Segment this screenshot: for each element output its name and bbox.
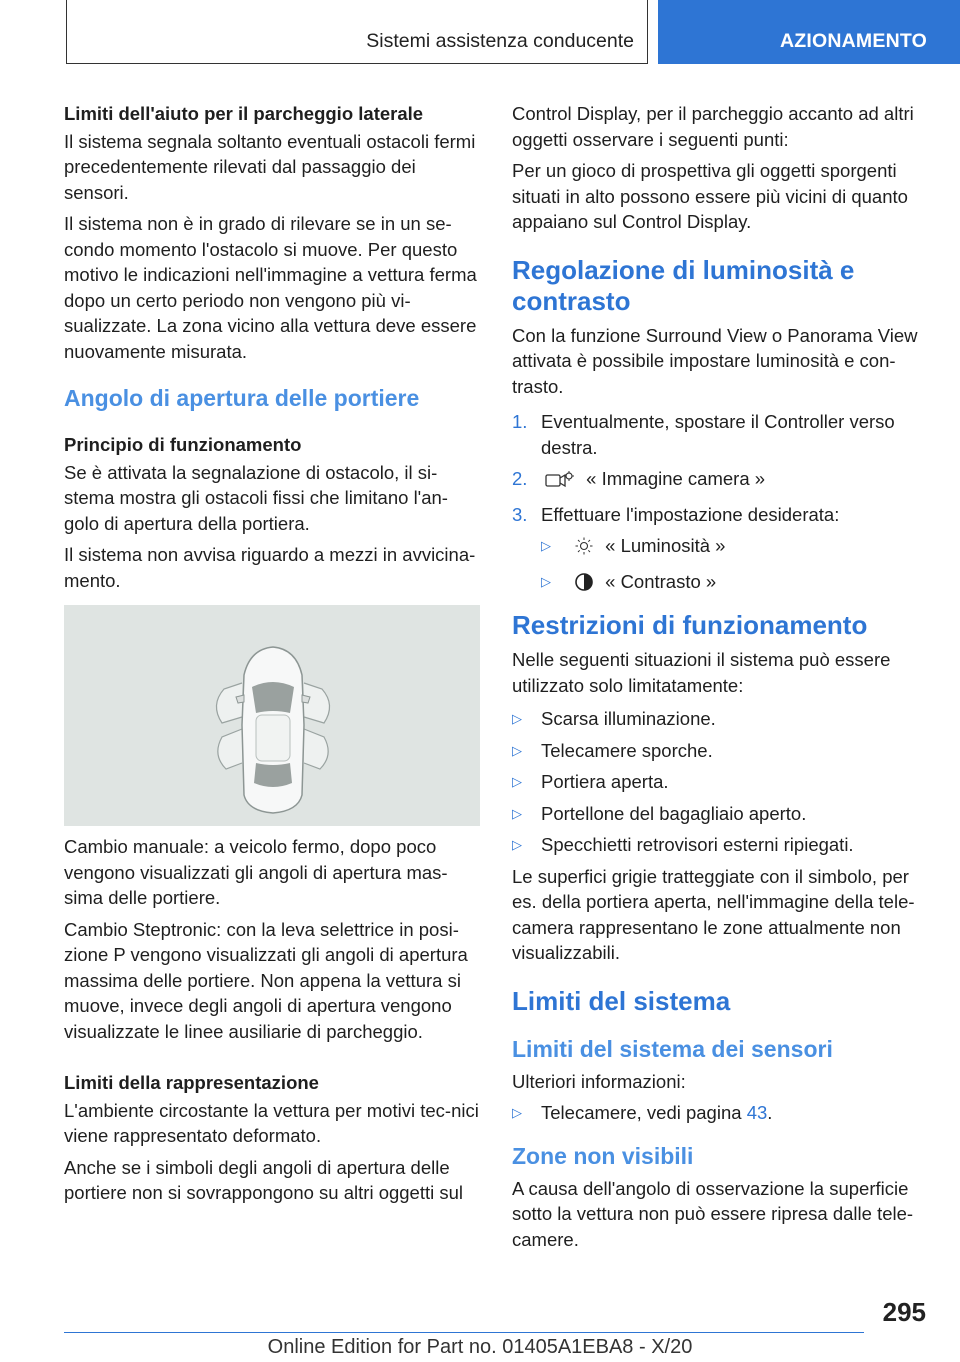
paragraph: A causa dell'angolo di osservazione la superficie sotto la vettura non può essere ripresa dalle tele-camere. [512, 1177, 914, 1250]
paragraph: Le superfici grigie tratteggiate con il simbolo, per es. della portiera aperta, nell'immagine della tele-camera rappresentano le zone attualmente non visualizzabili. [512, 865, 915, 963]
paragraph: Il sistema segnala soltanto eventuali ostacoli fermi precedentemente rilevati dal passaggio dei sensori. [64, 130, 476, 203]
paragraph: Il sistema non è in grado di rilevare se in un se-condo momento l'ostacolo si muove. Per questo motivo le indicazioni nell'immagine a vettura ferma dopo un certo periodo non vengono più vi-sualizzate. La zona vicino alla vettura deve essere nuovamente misurata. [64, 213, 477, 362]
footer-divider [64, 1332, 864, 1333]
triangle-bullet-icon: ▷ [541, 573, 551, 589]
settings-sublist [541, 533, 928, 598]
paragraph: Se è attivata la segnalazione di ostacolo, il si-stema mostra gli ostacoli fissi che limitano l'an-golo di apertura della portiera. [64, 461, 448, 534]
triangle-bullet-icon: ▷ [512, 742, 522, 758]
triangle-bullet-icon: ▷ [541, 538, 551, 553]
right-column [512, 101, 928, 1258]
restriction-text: Specchietti retrovisori esterni ripiegati. [541, 834, 854, 855]
brightness-icon [574, 536, 594, 563]
header-section-title: Sistemi assistenza conducente [66, 0, 648, 64]
info-end: . [767, 1102, 773, 1123]
paragraph: Il sistema non avvisa riguardo a mezzi in avvicina-mento. [64, 544, 476, 591]
heading-operating-principle: Principio di funzionamento [64, 434, 302, 455]
heading-sensor-limits: Limiti del sistema dei sensori [512, 1035, 833, 1062]
car-top-view-illustration [64, 605, 480, 826]
step-number: 1. [512, 411, 528, 432]
triangle-bullet-icon: ▷ [512, 1105, 522, 1120]
list-item [512, 801, 928, 827]
restriction-text: Telecamere sporche. [541, 739, 713, 761]
list-item [512, 466, 928, 496]
brightness-steps-list [512, 409, 928, 598]
heading-restrictions: Restrizioni di funzionamento [512, 610, 868, 640]
paragraph: Control Display, per il parcheggio accanto ad altri oggetti osservare i seguenti punti: [512, 103, 914, 150]
heading-door-opening-angle: Angolo di apertura delle portiere [64, 385, 420, 411]
triangle-bullet-icon: ▷ [512, 837, 522, 852]
restriction-text: Portellone del bagagliaio aperto. [541, 802, 807, 824]
info-text: Telecamere, vedi pagina [541, 1102, 747, 1123]
step-text: Effettuare l'impostazione desiderata: [541, 503, 840, 525]
heading-side-parking-limits: Limiti dell'aiuto per il parcheggio laterale [64, 103, 424, 124]
edition-footer: Online Edition for Part no. 01405A1EBA8 - X/20 [267, 1336, 693, 1358]
list-item [512, 409, 928, 460]
header-chapter-tab: AZIONAMENTO [658, 0, 960, 64]
list-item [541, 533, 928, 563]
list-item [512, 502, 928, 599]
page-number: 295 [882, 1297, 926, 1327]
car-door-angle-figure [64, 605, 480, 826]
sub-step-text: « Luminosità » [605, 535, 726, 556]
paragraph: L'ambiente circostante la vettura per motivi tec-nici viene rappresentato deformato. [64, 1099, 479, 1146]
list-item [512, 769, 928, 795]
paragraph: Per un gioco di prospettiva gli oggetti sporgenti situati in alto possono essere più vicini di quanto appaiano sul Control Display. [512, 160, 908, 232]
list-item [512, 832, 928, 858]
step-number: 2. [512, 468, 528, 489]
heading-system-limits: Limiti del sistema [512, 985, 731, 1016]
step-number: 3. [512, 503, 528, 525]
list-item [512, 1100, 928, 1126]
paragraph: Cambio Steptronic: con la leva selettrice in posi-zione P vengono visualizzati gli angoli di apertura massima delle portiere. Non appena la vettura si muove, invece degli angoli di apertura vengono visualizzate le linee ausiliarie di parcheggio. [64, 918, 468, 1042]
triangle-bullet-icon: ▷ [512, 805, 522, 821]
list-item [512, 738, 928, 764]
restrictions-list [512, 706, 928, 858]
page-link[interactable]: 43 [746, 1102, 768, 1123]
list-item [512, 706, 928, 732]
left-column [64, 101, 480, 1212]
step-text: Eventualmente, spostare il Controller verso destra. [541, 411, 895, 458]
paragraph: Ulteriori informazioni: [512, 1070, 686, 1092]
contrast-icon [574, 572, 594, 599]
triangle-bullet-icon: ▷ [512, 711, 522, 726]
paragraph: Cambio manuale: a veicolo fermo, dopo poco vengono visualizzati gli angoli di apertura mas-sima delle portiere. [64, 836, 448, 908]
restriction-text: Scarsa illuminazione. [541, 708, 716, 729]
sub-step-text: « Contrasto » [605, 570, 717, 592]
triangle-bullet-icon: ▷ [512, 774, 522, 789]
step-text: « Immagine camera » [586, 468, 766, 489]
paragraph: Con la funzione Surround View o Panorama View attivata è possibile impostare luminosità e con-trasto. [512, 324, 918, 397]
info-list [512, 1100, 928, 1126]
restriction-text: Portiera aperta. [541, 771, 669, 792]
heading-brightness-contrast: Regolazione di luminosità e contrasto [512, 254, 855, 316]
paragraph: Nelle seguenti situazioni il sistema può essere utilizzato solo limitatamente: [512, 649, 891, 696]
heading-blind-zones: Zone non visibili [512, 1142, 694, 1169]
heading-representation-limits: Limiti della rappresentazione [64, 1072, 319, 1093]
camera-icon [545, 469, 575, 496]
list-item [541, 569, 928, 599]
paragraph: Anche se i simboli degli angoli di apertura delle portiere non si sovrappongono su altri oggetti sul [64, 1156, 464, 1203]
